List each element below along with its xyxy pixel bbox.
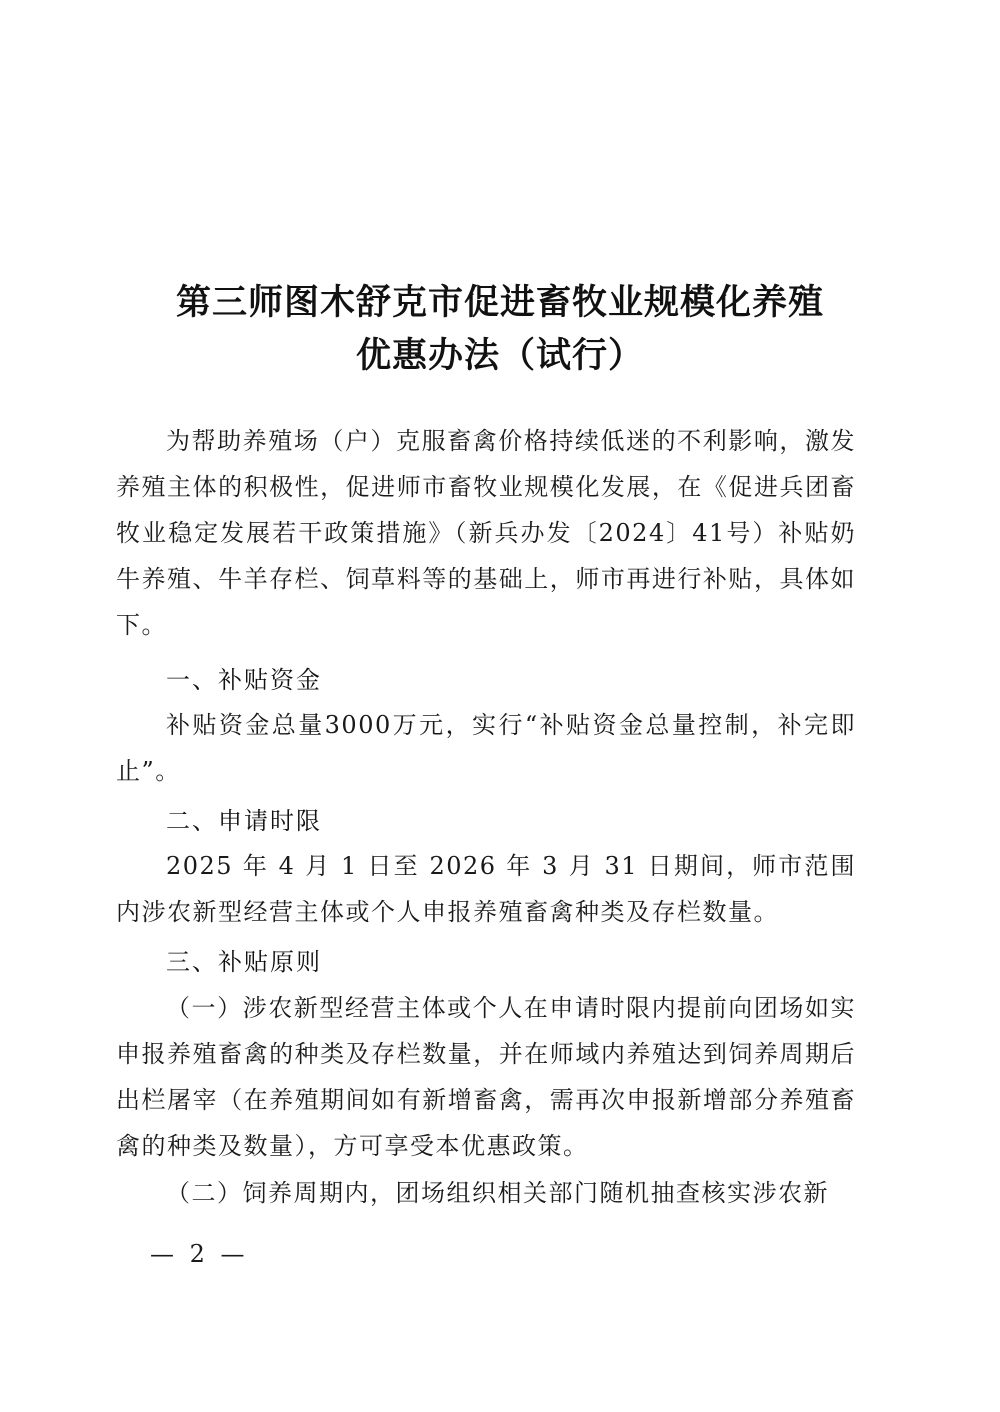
funds-paragraph: 补贴资金总量3000万元，实行“补贴资金总量控制，补完即止”。 — [116, 711, 856, 785]
principle-2-paragraph: （二）饲养周期内，团场组织相关部门随机抽查核实涉农新 — [166, 1179, 829, 1207]
section-heading-principles: 三、补贴原则 — [166, 948, 322, 976]
document-title-line-2: 优惠办法（试行） — [355, 336, 644, 376]
principle-1-paragraph: （一）涉农新型经营主体或个人在申请时限内提前向团场如实申报养殖畜禽的种类及存栏数量，并在师域内养殖达到饲养周期后出栏屠宰（在养殖期间如有新增畜禽，需再次申报新增部分养殖畜禽的种类及数量），方可享受本优惠政策。 — [116, 994, 856, 1160]
period-paragraph: 2025 年 4 月 1 日至 2026 年 3 月 31 日期间，师市范围内涉农新型经营主体或个人申报养殖畜禽种类及存栏数量。 — [116, 852, 856, 926]
section-heading-period: 二、申请时限 — [166, 807, 322, 835]
document-title-line-1: 第三师图木舒克市促进畜牧业规模化养殖 — [175, 283, 824, 323]
section-heading-funds: 一、补贴资金 — [166, 666, 322, 694]
page-number: — 2 — — [150, 1240, 249, 1268]
intro-paragraph: 为帮助养殖场（户）克服畜禽价格持续低迷的不利影响，激发养殖主体的积极性，促进师市畜牧业规模化发展，在《促进兵团畜牧业稳定发展若干政策措施》（新兵办发〔2024〕41号）补贴奶牛养殖、牛羊存栏、饲草料等的基础上，师市再进行补贴，具体如下。 — [116, 427, 856, 639]
